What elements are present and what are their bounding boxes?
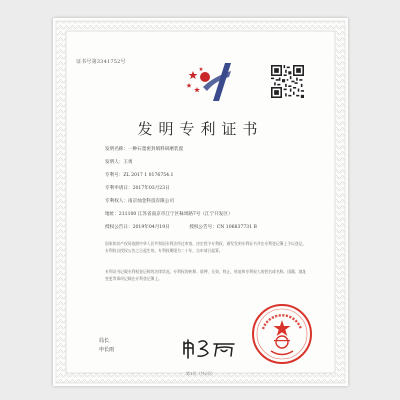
page-footer: 第1页（共2页） [185, 371, 216, 376]
qr-code-icon [271, 65, 304, 98]
field-label: 专利申请日： [105, 186, 133, 191]
field-value: 一种石墨密封填料研磨装置 [127, 147, 184, 152]
field-label: 发明人： [105, 160, 124, 165]
field-label: 授权公告日： [105, 225, 133, 230]
field-address [105, 211, 233, 217]
field-value: 2017年03月23日 [132, 186, 170, 191]
certificate-title: 发明专利证书 [137, 120, 264, 138]
field-value: ZL 2017 1 0176754.1 [123, 173, 174, 178]
signature-title: 局长 [99, 338, 110, 344]
certificate-number: 证书号第3341752号 [76, 59, 126, 65]
official-seal-icon [251, 303, 313, 365]
signatory-name: 申长雨 [99, 347, 115, 353]
patent-certificate [53, 18, 348, 386]
field-patentee [105, 198, 174, 204]
statement-paragraph: 专利证书记载专利权登记时的法律状况。专利权的转移、质押、无效、终止、恢复和专利权人的姓名或名称、国籍、地址变更等事项记载在专利登记簿上。 [105, 269, 307, 281]
field-value: 2019年04月19日 [132, 225, 170, 230]
field-value: 211100 江苏省南京市江宁区秣周路7号（江宁开发区） [118, 212, 233, 217]
statement-paragraph: 国家知识产权局依照中华人民共和国专利法经过审查，决定授予专利权，颁发发明专利证书并在专利登记簿上予以登记。专利权自授权公告之日起生效。专利权期限为二十年，自申请日起算。 [105, 241, 307, 253]
field-value: CN 106837731 B [216, 225, 257, 230]
field-label: 授权公告号： [189, 225, 217, 230]
field-invention-name [105, 146, 183, 152]
field-label: 地址： [105, 212, 119, 217]
field-grant-date [105, 224, 257, 230]
handwritten-signature-icon [181, 336, 237, 360]
cnipa-logo-icon [183, 57, 239, 105]
field-label: 专利权人： [105, 199, 128, 204]
field-patent-number [105, 172, 173, 178]
field-value: 南京灿金科技有限公司 [127, 199, 174, 204]
field-inventor [105, 159, 133, 165]
field-value: 王勇 [123, 160, 133, 165]
field-label: 发明名称： [105, 147, 128, 152]
field-application-date [105, 185, 170, 191]
field-label: 专利号： [105, 173, 124, 178]
